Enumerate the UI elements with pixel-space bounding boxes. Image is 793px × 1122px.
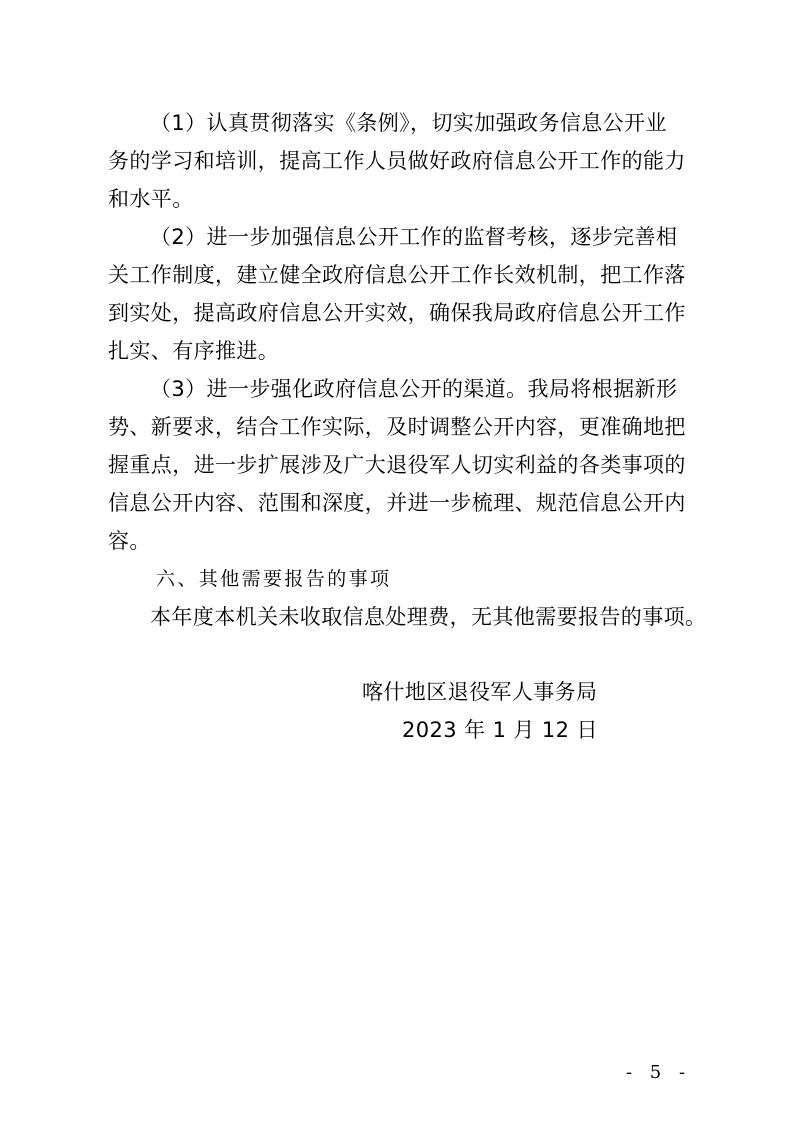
- paragraph-3-line-1: （3）进一步强化政府信息公开的渠道。我局将根据新形: [150, 377, 678, 401]
- paragraph-3-line-3: 握重点，进一步扩展涉及广大退役军人切实利益的各类事项的: [108, 453, 686, 477]
- paragraph-3-line-4: 信息公开内容、范围和深度，并进一步梳理、规范信息公开内: [108, 491, 686, 515]
- paragraph-2-line-2: 关工作制度，建立健全政府信息公开工作长效机制，把工作落: [108, 263, 686, 287]
- paragraph-1-line-2: 务的学习和培训，提高工作人员做好政府信息公开工作的能力: [108, 149, 686, 173]
- paragraph-1-line-3: 和水平。: [108, 187, 194, 211]
- section-body: 本年度本机关未收取信息处理费，无其他需要报告的事项。: [150, 605, 707, 629]
- paragraph-2-line-4: 扎实、有序推进。: [108, 339, 280, 363]
- paragraph-3-line-2: 势、新要求，结合工作实际，及时调整公开内容，更准确地把: [108, 415, 686, 439]
- page-number: - 5 -: [626, 1062, 692, 1083]
- paragraph-2-line-3: 到实处，提高政府信息公开实效，确保我局政府信息公开工作: [108, 301, 686, 325]
- paragraph-3-line-5: 容。: [108, 529, 151, 553]
- section-heading: 六、其他需要报告的事项: [156, 568, 392, 590]
- paragraph-1-line-1: （1）认真贯彻落实《条例》，切实加强政务信息公开业: [150, 111, 667, 135]
- paragraph-2-line-1: （2）进一步加强信息公开工作的监督考核，逐步完善相: [150, 225, 678, 249]
- signature-organization: 喀什地区退役军人事务局: [362, 680, 598, 704]
- signature-date: 2023 年 1 月 12 日: [402, 718, 598, 742]
